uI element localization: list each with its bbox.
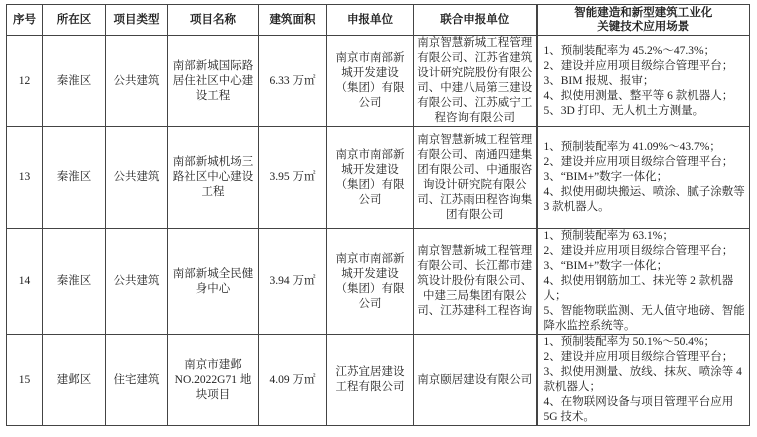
header-tech-line1: 智能建造和新型建筑工业化 [574, 7, 713, 19]
table-row [7, 127, 750, 229]
tech-item: 4、在物联网设备与项目管理平台应用 5G 技术。 [543, 396, 734, 423]
cell-tech [537, 335, 750, 426]
projects-table [6, 4, 750, 426]
table-row [7, 36, 750, 127]
cell-type: 公共建筑 [106, 229, 168, 335]
tech-item: 1、预制装配率为 45.2%～47.3%； [543, 44, 716, 57]
cell-name: 南部新城机场三路社区中心建设工程 [168, 127, 259, 229]
cell-joint: 南京智慧新城工程管理有限公司、长江都市建筑设计股份有限公司、中建三局集团有限公司、江苏建科工程咨询 [414, 229, 537, 335]
tech-item: 2、建设并应用项目级综合管理平台； [543, 156, 734, 168]
tech-item: 4、拟使用测量、整平等 6 款机器人； [543, 89, 734, 102]
header-row [7, 5, 750, 36]
tech-item: 1、预制装配率为 50.1%～50.4%； [543, 336, 716, 348]
cell-district: 秦淮区 [43, 36, 106, 127]
tech-item: 1、预制装配率为 41.09%～43.7%； [543, 141, 721, 153]
tech-item: 3、“BIM+”数字一体化； [543, 260, 669, 272]
cell-district: 秦淮区 [43, 229, 106, 335]
cell-tech [537, 127, 750, 229]
cell-applicant: 南京市南部新城开发建设（集团）有限公司 [327, 36, 414, 127]
tech-item: 2、建设并应用项目级综合管理平台； [543, 59, 734, 72]
header-type: 项目类型 [106, 5, 168, 36]
tech-item: 1、预制装配率为 63.1%； [543, 230, 674, 242]
header-area: 建筑面积 [259, 5, 327, 36]
cell-no: 13 [7, 127, 43, 229]
header-applicant: 申报单位 [327, 5, 414, 36]
tech-item: 3、BIM 报规、报审； [543, 74, 655, 87]
cell-area: 3.95 万㎡ [259, 127, 327, 229]
header-tech-line2: 关键技术应用场景 [597, 21, 690, 33]
cell-applicant: 江苏宜居建设工程有限公司 [327, 335, 414, 426]
header-tech [537, 5, 750, 36]
cell-area: 3.94 万㎡ [259, 229, 327, 335]
header-district: 所在区 [43, 5, 106, 36]
cell-name: 南部新城全民健身中心 [168, 229, 259, 335]
cell-applicant: 南京市南部新城开发建设（集团）有限公司 [327, 229, 414, 335]
header-no: 序号 [7, 5, 43, 36]
tech-item: 4、拟使用钢筋加工、抹光等 2 款机器人； [543, 275, 734, 302]
cell-tech [537, 36, 750, 127]
cell-no: 14 [7, 229, 43, 335]
cell-no: 12 [7, 36, 43, 127]
cell-joint: 南京智慧新城工程管理有限公司、江苏省建筑设计研究院股份有限公司、中建八局第三建设有限公司、江苏威宁工程咨询有限公司 [414, 36, 537, 127]
cell-area: 6.33 万㎡ [259, 36, 327, 127]
cell-type: 住宅建筑 [106, 335, 168, 426]
header-joint: 联合申报单位 [414, 5, 537, 36]
cell-tech [537, 229, 750, 335]
tech-item: 5、智能物联监测、无人值守地磅、智能降水监控系统等。 [543, 305, 745, 332]
cell-name: 南部新城国际路居住社区中心建设工程 [168, 36, 259, 127]
tech-item: 3、拟使用测量、放线、抹灰、喷涂等 4 款机器人； [543, 366, 742, 393]
cell-joint: 南京颐居建设有限公司 [414, 335, 537, 426]
tech-item: 3、“BIM+”数字一体化； [543, 171, 669, 183]
cell-applicant: 南京市南部新城开发建设（集团）有限公司 [327, 127, 414, 229]
cell-district: 秦淮区 [43, 127, 106, 229]
table-row [7, 335, 750, 426]
tech-item: 5、3D 打印、无人机土方测量。 [543, 104, 705, 117]
header-name: 项目名称 [168, 5, 259, 36]
tech-item: 2、建设并应用项目级综合管理平台； [543, 351, 734, 363]
tech-item: 4、拟使用砌块搬运、喷涂、腻子涂敷等 3 款机器人。 [543, 186, 745, 213]
cell-area: 4.09 万㎡ [259, 335, 327, 426]
tech-item: 2、建设并应用项目级综合管理平台； [543, 245, 734, 257]
table-row [7, 229, 750, 335]
cell-type: 公共建筑 [106, 36, 168, 127]
cell-district: 建邺区 [43, 335, 106, 426]
cell-no: 15 [7, 335, 43, 426]
cell-name: 南京市建邺 NO.2022G71 地块项目 [168, 335, 259, 426]
cell-type: 公共建筑 [106, 127, 168, 229]
cell-joint: 南京智慧新城工程管理有限公司、南通四建集团有限公司、中通服咨询设计研究院有限公司、江苏雨田程咨询集团有限公司 [414, 127, 537, 229]
